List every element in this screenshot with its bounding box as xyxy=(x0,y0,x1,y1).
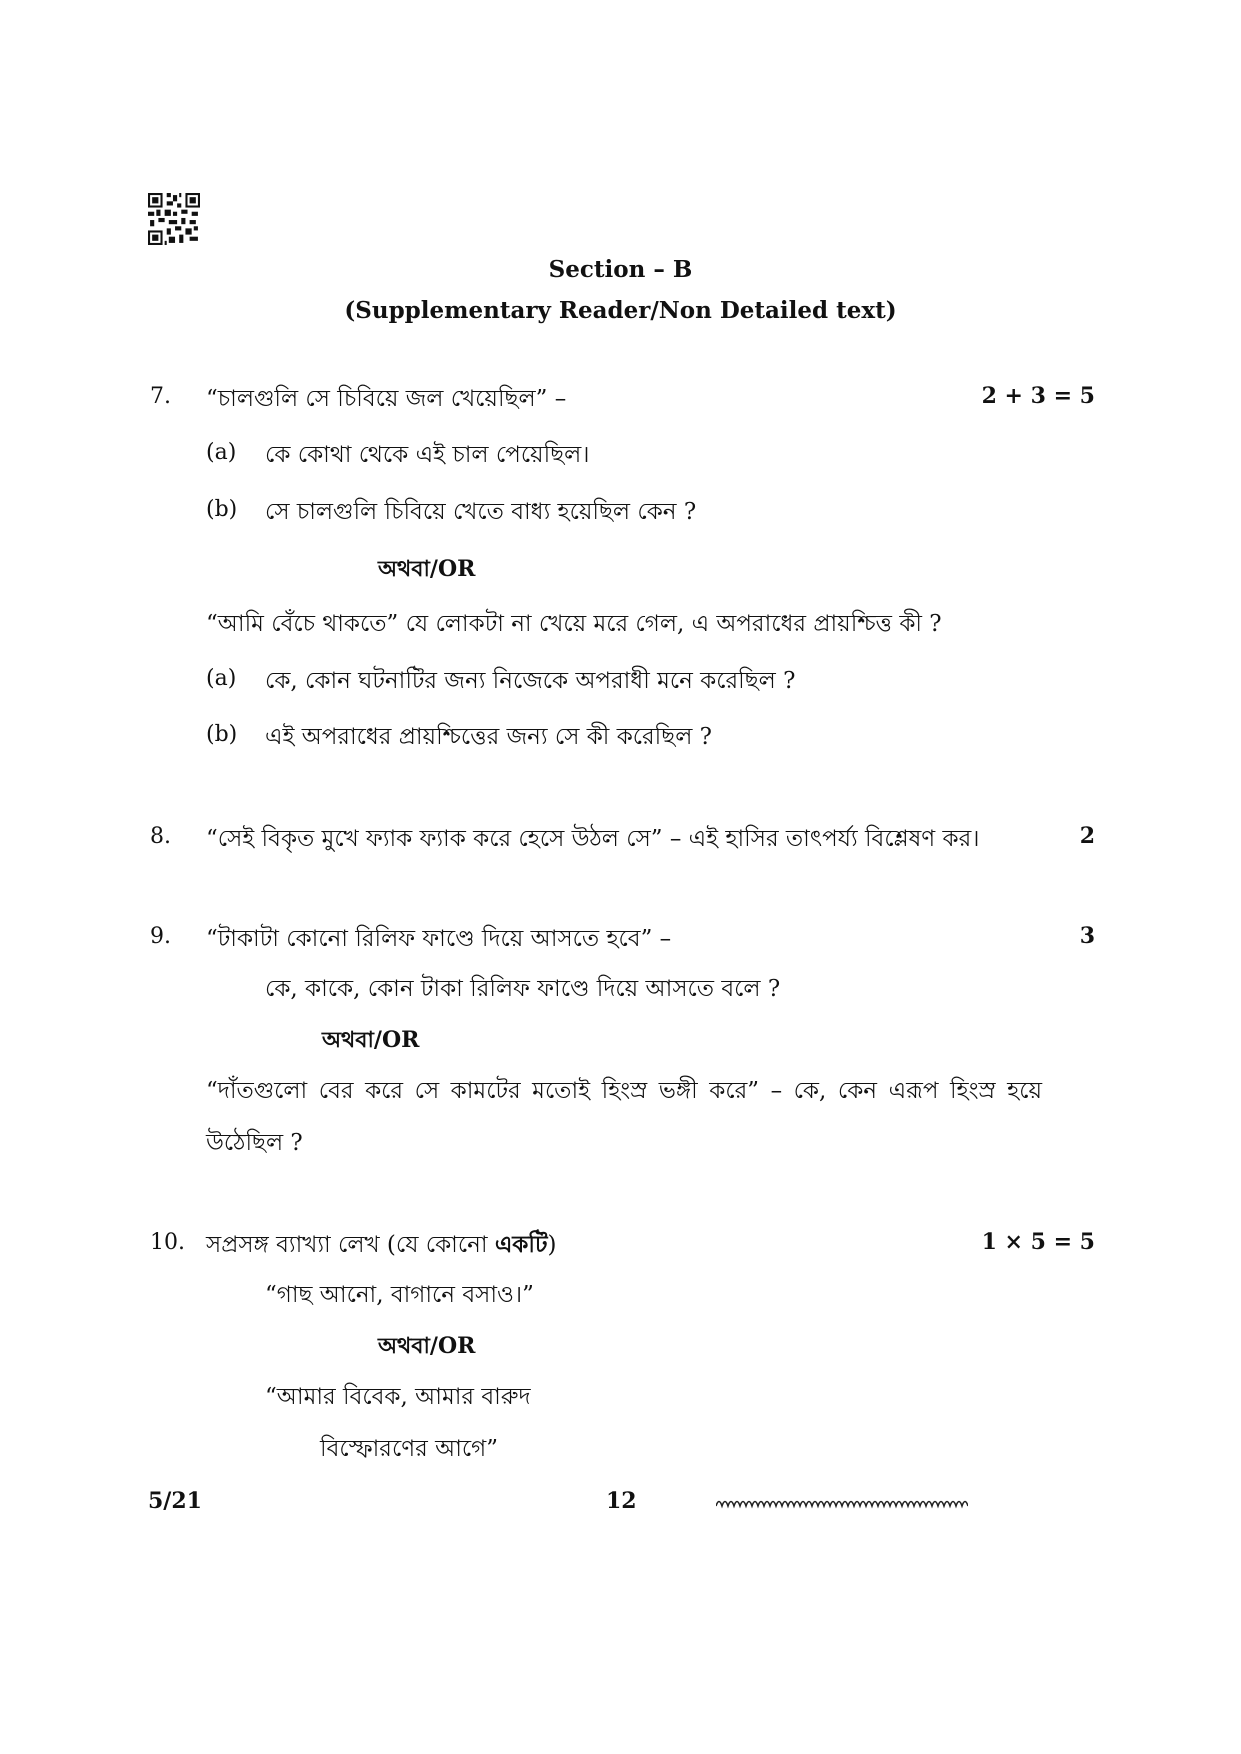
quoted-passage: “গাছ আনো, বাগানে বসাও।” xyxy=(265,1282,534,1308)
qr-code-icon xyxy=(148,193,200,245)
sub-question-text: এই অপরাধের প্রায়শ্চিত্তের জন্য সে কী করেছিল ? xyxy=(265,724,712,750)
question-text: উঠেছিল ? xyxy=(206,1130,303,1156)
question-text-emphasis: একটি xyxy=(494,1231,548,1258)
page-number: 12 xyxy=(606,1488,637,1514)
question-text-suffix: ) xyxy=(547,1232,557,1258)
sub-question-text: সে চালগুলি চিবিয়ে খেতে বাধ্য হয়েছিল কেন ? xyxy=(265,499,697,525)
question-text: “সেই বিকৃত মুখে ফ্যাক ফ্যাক করে হেসে উঠল সে” – এই হাসির তাৎপর্য্য বিশ্লেষণ কর। xyxy=(206,826,980,852)
question-text-prefix: সপ্রসঙ্গ ব্যাখ্যা লেখ (যে কোনো xyxy=(206,1232,495,1258)
question-number: 9. xyxy=(150,924,171,949)
wavy-line-icon xyxy=(716,1497,968,1511)
question-number: 7. xyxy=(150,384,171,409)
question-text: কে, কাকে, কোন টাকা রিলিফ ফাণ্ডে দিয়ে আসতে বলে ? xyxy=(265,976,781,1002)
question-text: “টাকাটা কোনো রিলিফ ফাণ্ডে দিয়ে আসতে হবে” – xyxy=(206,926,672,952)
question-number: 8. xyxy=(150,824,171,849)
section-subtitle: (Supplementary Reader/Non Detailed text) xyxy=(344,297,897,324)
question-marks: 3 xyxy=(1079,923,1095,949)
sub-question-label: (b) xyxy=(206,722,238,747)
sub-question-label: (b) xyxy=(206,497,238,522)
question-number: 10. xyxy=(150,1230,185,1255)
sub-question-text: কে, কোন ঘটনাটির জন্য নিজেকে অপরাধী মনে করেছিল ? xyxy=(265,668,796,694)
or-label: অথবা/OR xyxy=(378,1333,476,1359)
question-marks: 1 × 5 = 5 xyxy=(981,1229,1095,1255)
sub-question-text: কে কোথা থেকে এই চাল পেয়েছিল। xyxy=(265,442,590,468)
or-label: অথবা/OR xyxy=(378,556,476,582)
question-text: “দাঁতগুলো বের করে সে কামটের মতোই হিংস্র ভঙ্গী করে” – কে, কেন এরূপ হিংস্র হয়ে xyxy=(206,1078,1042,1104)
sub-question-label: (a) xyxy=(206,666,237,691)
paper-code: 5/21 xyxy=(148,1488,202,1514)
question-marks: 2 xyxy=(1079,823,1095,849)
question-text: “আমি বেঁচে থাকতে” যে লোকটা না খেয়ে মরে গেল, এ অপরাধের প্রায়শ্চিত্ত কী ? xyxy=(206,611,942,637)
question-text: “চালগুলি সে চিবিয়ে জল খেয়েছিল” – xyxy=(206,386,567,412)
or-label: অথবা/OR xyxy=(322,1027,420,1053)
question-text xyxy=(206,1226,557,1265)
quoted-passage: “আমার বিবেক, আমার বারুদ xyxy=(265,1384,531,1410)
sub-question-label: (a) xyxy=(206,440,237,465)
section-title: Section – B xyxy=(548,256,693,283)
question-marks: 2 + 3 = 5 xyxy=(981,383,1095,409)
quoted-passage: বিস্ফোরণের আগে” xyxy=(320,1436,498,1462)
